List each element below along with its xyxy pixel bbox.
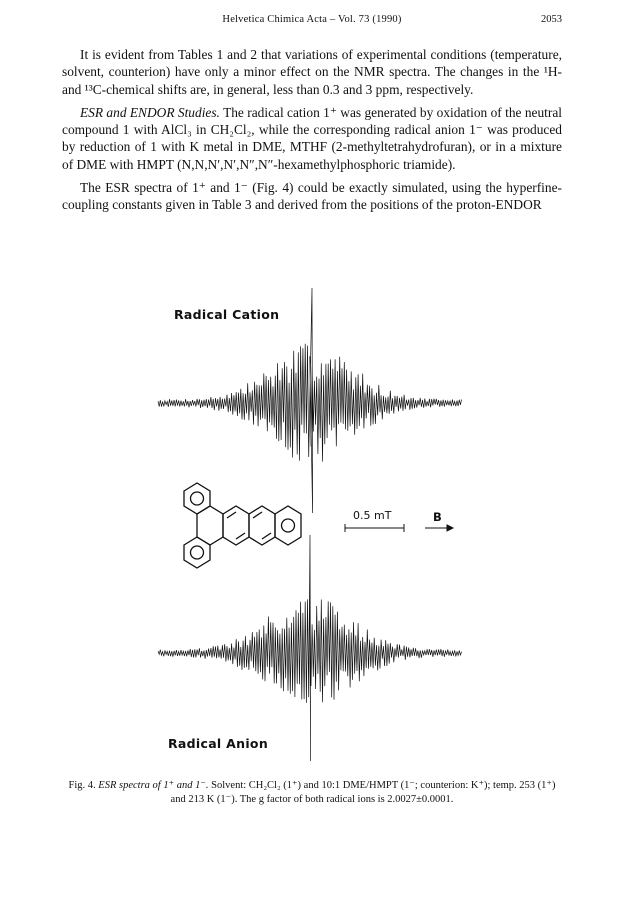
label-radical-anion: Radical Anion [168,736,269,751]
esr-spectra-plot [150,283,480,763]
figure-esr-spectra [150,283,480,763]
caption-title: ESR spectra of 1⁺ and 1⁻. [98,780,209,791]
paragraph-simulation: The ESR spectra of 1⁺ and 1⁻ (Fig. 4) could be exactly simulated, using the hyperfine-coupling constants given in Table 3 and derived from the positions of the proton-ENDOR [62,180,562,213]
label-radical-cation: Radical Cation [174,307,280,322]
figure-caption [62,779,562,807]
radical-anion-spectrum [158,535,462,761]
paragraph-nmr: It is evident from Tables 1 and 2 that variations of experimental conditions (temperature, solvent, counterion) have only a minor effect on the NMR spectra. The changes in the ¹H- and ¹³C-chemical shifts are, in general, less than 0.3 and 3 ppm, respectively. [62,47,562,97]
paragraph-esr-body: The radical cation 1⁺ was generated by oxidation of the neutral compound 1 with AlCl₃ in CH₂Cl₂, while the corresponding radical anion 1⁻ was produced by reduction of 1 with K metal in DME, MTHF (2-methyltetrahydrofuran), or in a mixture of DME with HMPT (N,N,N′,N′,N″,N″-hexamethylphosphoric triamide). [62,104,563,172]
journal-header: Helvetica Chimica Acta – Vol. 73 (1990) [222,14,402,25]
body-text [62,46,562,220]
field-arrow-icon [425,525,453,531]
caption-text: Solvent: CH₂Cl₂ (1⁺) and 10:1 DME/HMPT (1⁻; counterion: K⁺); temp. 253 (1⁺) and 213 K (1⁻). The g factor of both radical ions is 2.0027±0.0001. [170,780,556,805]
field-label: B [433,510,442,524]
caption-fig-number: Fig. 4. [68,780,96,791]
section-heading: ESR and ENDOR Studies. [80,104,220,120]
scale-bar [345,524,404,532]
molecule-structure [184,483,301,568]
page-number: 2053 [541,14,562,25]
scale-bar-label: 0.5 mT [353,509,392,522]
paragraph-esr-endor [62,104,562,173]
